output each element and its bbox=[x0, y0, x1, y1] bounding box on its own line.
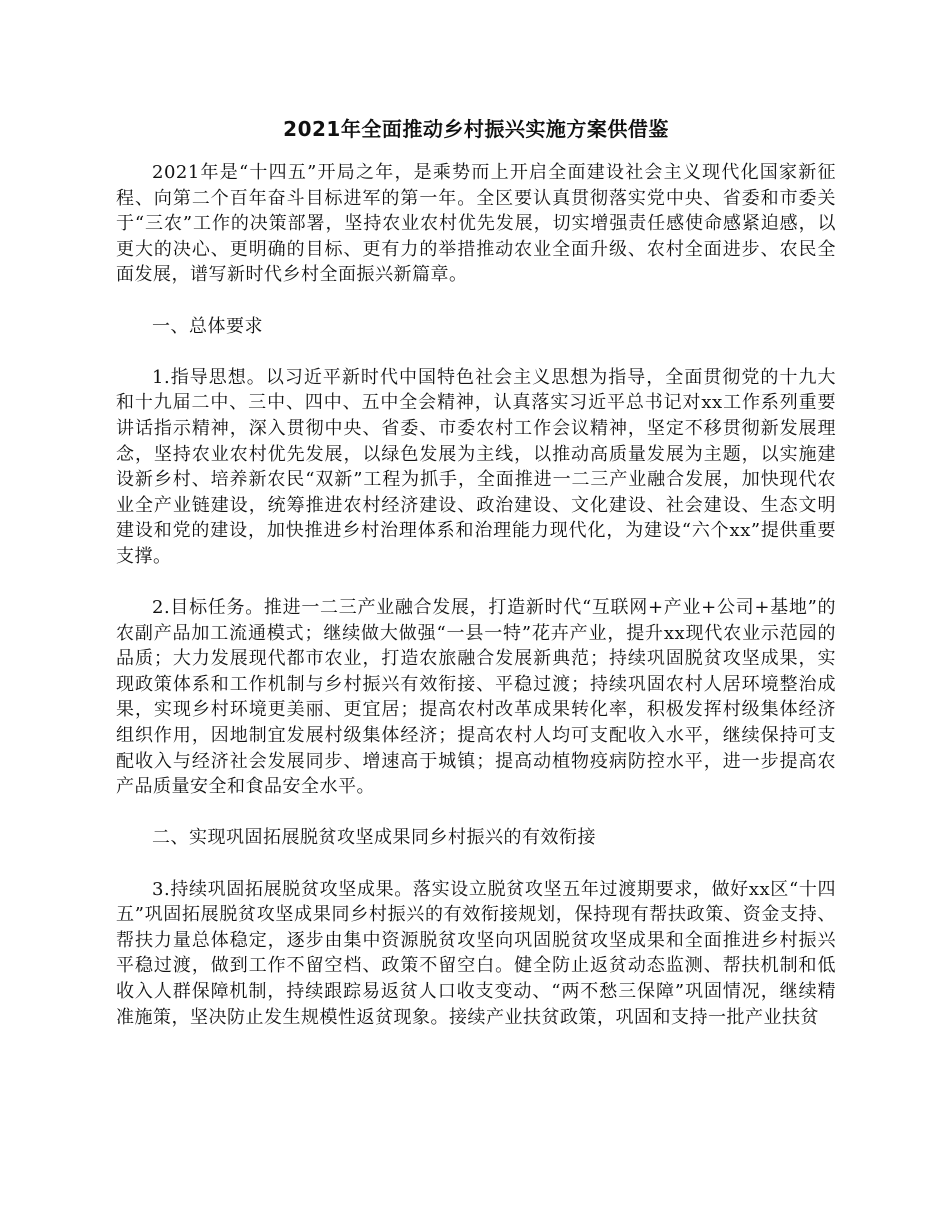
intro-paragraph: 2021年是“十四五”开局之年，是乘势而上开启全面建设社会主义现代化国家新征程、向第二个百年奋斗目标进军的第一年。全区要认真贯彻落实党中央、省委和市委关于“三农”工作的决策部署，坚持农业农村优先发展，切实增强责任感使命感紧迫感，以更大的决心、更明确的目标、更有力的举措推动农业全面升级、农村全面进步、农民全面发展，谱写新时代乡村全面振兴新篇章。 bbox=[116, 162, 836, 286]
paragraph-goals-tasks: 2.目标任务。推进一二三产业融合发展，打造新时代“互联网+产业+公司+基地”的农副产品加工流通模式；继续做大做强“一县一特”花卉产业，提升xx现代农业示范园的品质；大力发展现代都市农业，打造农旅融合发展新典范；持续巩固脱贫攻坚成果，实现政策体系和工作机制与乡村振兴有效衔接、平稳过渡；持续巩固农村人居环境整治成果，实现乡村环境更美丽、更宜居；提高农村改革成果转化率，积极发挥村级集体经济组织作用，因地制宜发展村级集体经济；提高农村人均可支配收入水平，继续保持可支配收入与经济社会发展同步、增速高于城镇；提高动植物疫病防控水平，进一步提高农产品质量安全和食品安全水平。 bbox=[116, 597, 836, 798]
document-title: 2021年全面推动乡村振兴实施方案供借鉴 bbox=[283, 117, 669, 141]
section-heading-poverty-alleviation-link: 二、实现巩固拓展脱贫攻坚成果同乡村振兴的有效衔接 bbox=[152, 827, 596, 849]
document-body bbox=[116, 112, 836, 1030]
paragraph-consolidate-poverty-results: 3.持续巩固拓展脱贫攻坚成果。落实设立脱贫攻坚五年过渡期要求，做好xx区“十四五”巩固拓展脱贫攻坚成果同乡村振兴的有效衔接规划，保持现有帮扶政策、资金支持、帮扶力量总体稳定，逐步由集中资源脱贫攻坚向巩固脱贫攻坚成果和全面推进乡村振兴平稳过渡，做到工作不留空档、政策不留空白。健全防止返贫动态监测、帮扶机制和低收入人群保障机制，持续跟踪易返贫人口收支变动、“两不愁三保障”巩固情况，继续精准施策，坚决防止发生规模性返贫现象。接续产业扶贫政策，巩固和支持一批产业扶贫 bbox=[116, 878, 836, 1028]
paragraph-guiding-ideology: 1.指导思想。以习近平新时代中国特色社会主义思想为指导，全面贯彻党的十九大和十九届二中、三中、四中、五中全会精神，认真落实习近平总书记对xx工作系列重要讲话指示精神，深入贯彻中央、省委、市委农村工作会议精神，坚定不移贯彻新发展理念，坚持农业农村优先发展，以绿色发展为主线，以推动高质量发展为主题，以实施建设新乡村、培养新农民“双新”工程为抓手，全面推进一二三产业融合发展，加快现代农业全产业链建设，统筹推进农村经济建设、政治建设、文化建设、社会建设、生态文明建设和党的建设，加快推进乡村治理体系和治理能力现代化，为建设“六个xx”提供重要支撑。 bbox=[116, 366, 836, 567]
section-heading-general-requirements: 一、总体要求 bbox=[152, 315, 263, 337]
